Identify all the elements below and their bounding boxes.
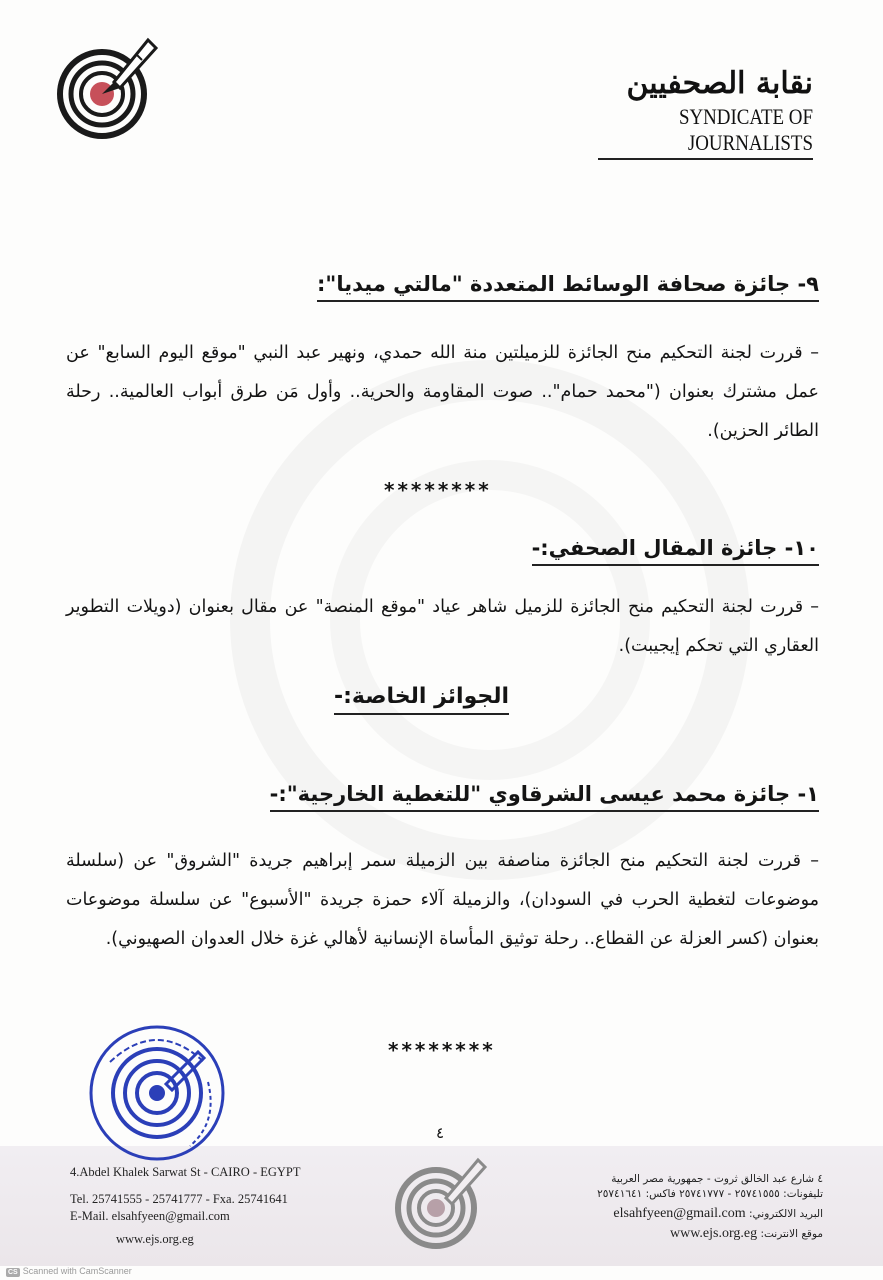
footer-web-ar: www.ejs.org.eg [669,1226,758,1241]
section-9-body: – قررت لجنة التحكيم منح الجائزة للزميلتين منة الله حمدي، ونهير عبد النبي "موقع اليوم السابع" عن عمل مشترك بعنوان ("محمد حمام".. صوت المقاومة والحرية.. وأول مَن طرق أبواب العالمية.. رحلة الطائر الحزين). [66,343,819,441]
footer-contact-english [70,1164,301,1248]
footer-address-en: 4.Abdel Khalek Sarwat St - CAIRO - EGYPT [70,1165,301,1179]
section-10-body: – قررت لجنة التحكيم منح الجائزة للزميل شاهر عياد "موقع المنصة" عن مقال بعنوان (دويلات التطوير العقاري التي تحكم إيجيبت). [66,597,819,656]
header-brand [563,64,813,160]
section-10-heading: ١٠- جائزة المقال الصحفي:- [532,536,819,566]
org-name-arabic: نقابة الصحفيين [626,66,813,101]
footer-logo-icon [392,1152,488,1252]
official-stamp-icon [86,1022,228,1164]
footer-address-ar: ٤ شارع عبد الخالق ثروت - جمهورية مصر العربية [611,1173,823,1185]
footer-tel-en: Tel. 25741555 - 25741777 - Fxa. 25741641 [70,1192,288,1206]
section-9-heading: ٩- جائزة صحافة الوسائط المتعددة "مالتي ميديا": [317,272,819,302]
scanner-text: Scanned with CamScanner [22,1266,132,1276]
footer-web-label-ar: موقع الانترنت: [760,1228,823,1240]
camscanner-icon: CS [8,1269,18,1276]
special-1-heading: ١- جائزة محمد عيسى الشرقاوي "للتغطية الخارجية":- [270,782,819,812]
footer-tel-ar: تليفونات: ٢٥٧٤١٥٥٥ - ٢٥٧٤١٧٧٧ فاكس: ٢٥٧٤١٦٤١ [597,1188,823,1200]
syndicate-logo-icon [56,32,160,140]
special-awards-heading-wrap [0,684,883,715]
page-number: ٤ [436,1124,445,1142]
special-awards-heading: الجوائز الخاصة:- [334,684,509,715]
footer-web-en: www.ejs.org.eg [116,1232,194,1246]
footer-email-label-ar: البريد الالكتروني: [749,1208,823,1220]
footer-contact-arabic [523,1172,823,1242]
footer-email-ar: elsahfyeen@gmail.com [613,1206,746,1221]
footer-email-en: E-Mail. elsahfyeen@gmail.com [70,1209,230,1223]
org-name-english: SYNDICATE OF JOURNALISTS [598,104,813,160]
separator-stars-bottom: ******** [388,1038,496,1062]
scanner-watermark [6,1266,132,1277]
separator-stars: ******** [384,478,492,502]
special-1-body: – قررت لجنة التحكيم منح الجائزة مناصفة بين الزميلة سمر إبراهيم جريدة "الشروق" عن (سلسلة موضوعات لتغطية الحرب في السودان)، والزميلة آلاء حمزة جريدة "الأسبوع" عن سلسلة موضوعات بعنوان (كسر العزلة عن القطاع.. رحلة توثيق المأساة الإنسانية لأهالي غزة خلال العدوان الصهيوني). [66,851,819,949]
